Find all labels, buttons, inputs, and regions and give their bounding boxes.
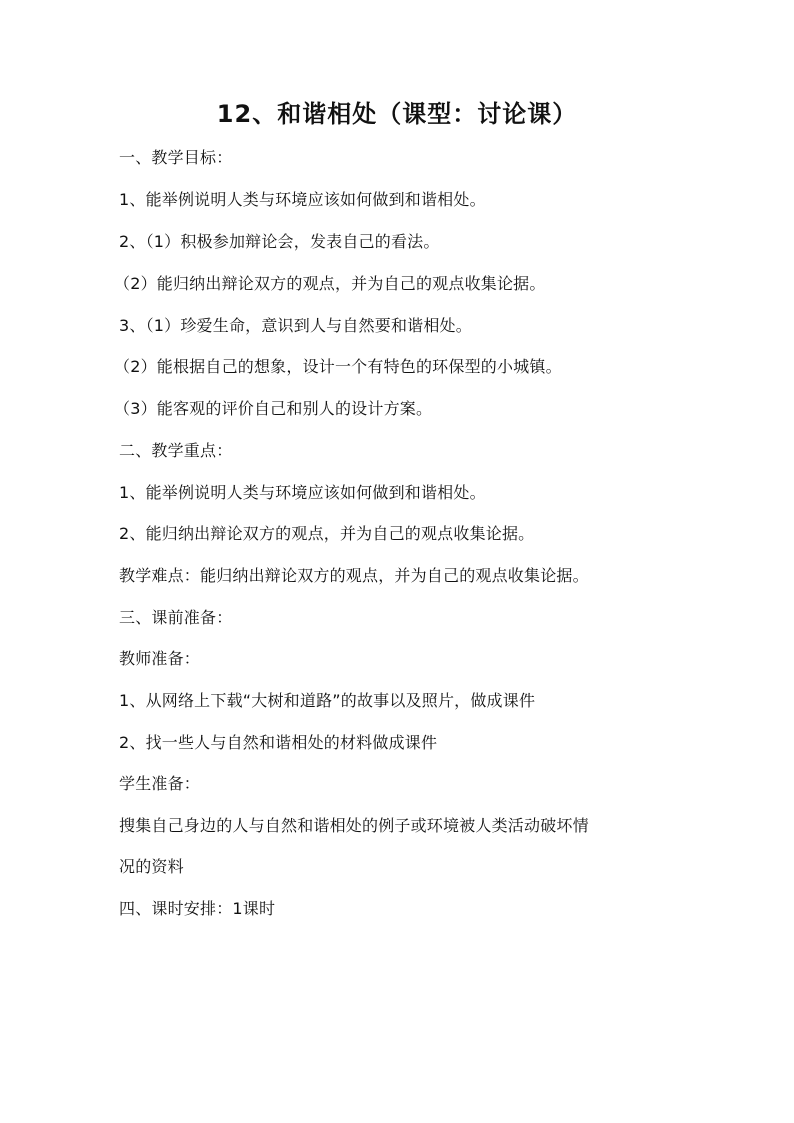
section-heading-objectives: 一、教学目标： [119, 148, 233, 167]
student-preparation-heading: 学生准备： [119, 774, 201, 793]
student-preparation-line: 搜集自己身边的人与自然和谐相处的例子或环境被人类活动破坏情 [119, 816, 589, 835]
objective-line: 1、能举例说明人类与环境应该如何做到和谐相处。 [119, 190, 486, 209]
section-heading-key-points: 二、教学重点： [119, 441, 233, 460]
key-point-line: 1、能举例说明人类与环境应该如何做到和谐相处。 [119, 483, 486, 502]
teacher-preparation-line: 2、找一些人与自然和谐相处的材料做成课件 [119, 733, 438, 752]
document-title: 12、和谐相处（课型：讨论课） [216, 100, 578, 128]
student-preparation-line: 况的资料 [119, 857, 184, 876]
teacher-preparation-heading: 教师准备： [119, 649, 201, 668]
objective-line: （2）能根据自己的想象，设计一个有特色的环保型的小城镇。 [114, 357, 562, 376]
objective-line: （3）能客观的评价自己和别人的设计方案。 [114, 399, 433, 418]
section-heading-schedule: 四、课时安排：1课时 [119, 899, 276, 918]
section-heading-preparation: 三、课前准备： [119, 608, 233, 627]
teacher-preparation-line: 1、从网络上下载“大树和道路”的故事以及照片，做成课件 [119, 691, 536, 710]
difficult-point-line: 教学难点：能归纳出辩论双方的观点，并为自己的观点收集论据。 [119, 566, 589, 585]
objective-line: 2、（1）积极参加辩论会，发表自己的看法。 [119, 232, 440, 251]
key-point-line: 2、能归纳出辩论双方的观点，并为自己的观点收集论据。 [119, 524, 535, 543]
objective-line: （2）能归纳出辩论双方的观点，并为自己的观点收集论据。 [114, 274, 546, 293]
objective-line: 3、（1）珍爱生命，意识到人与自然要和谐相处。 [119, 316, 472, 335]
